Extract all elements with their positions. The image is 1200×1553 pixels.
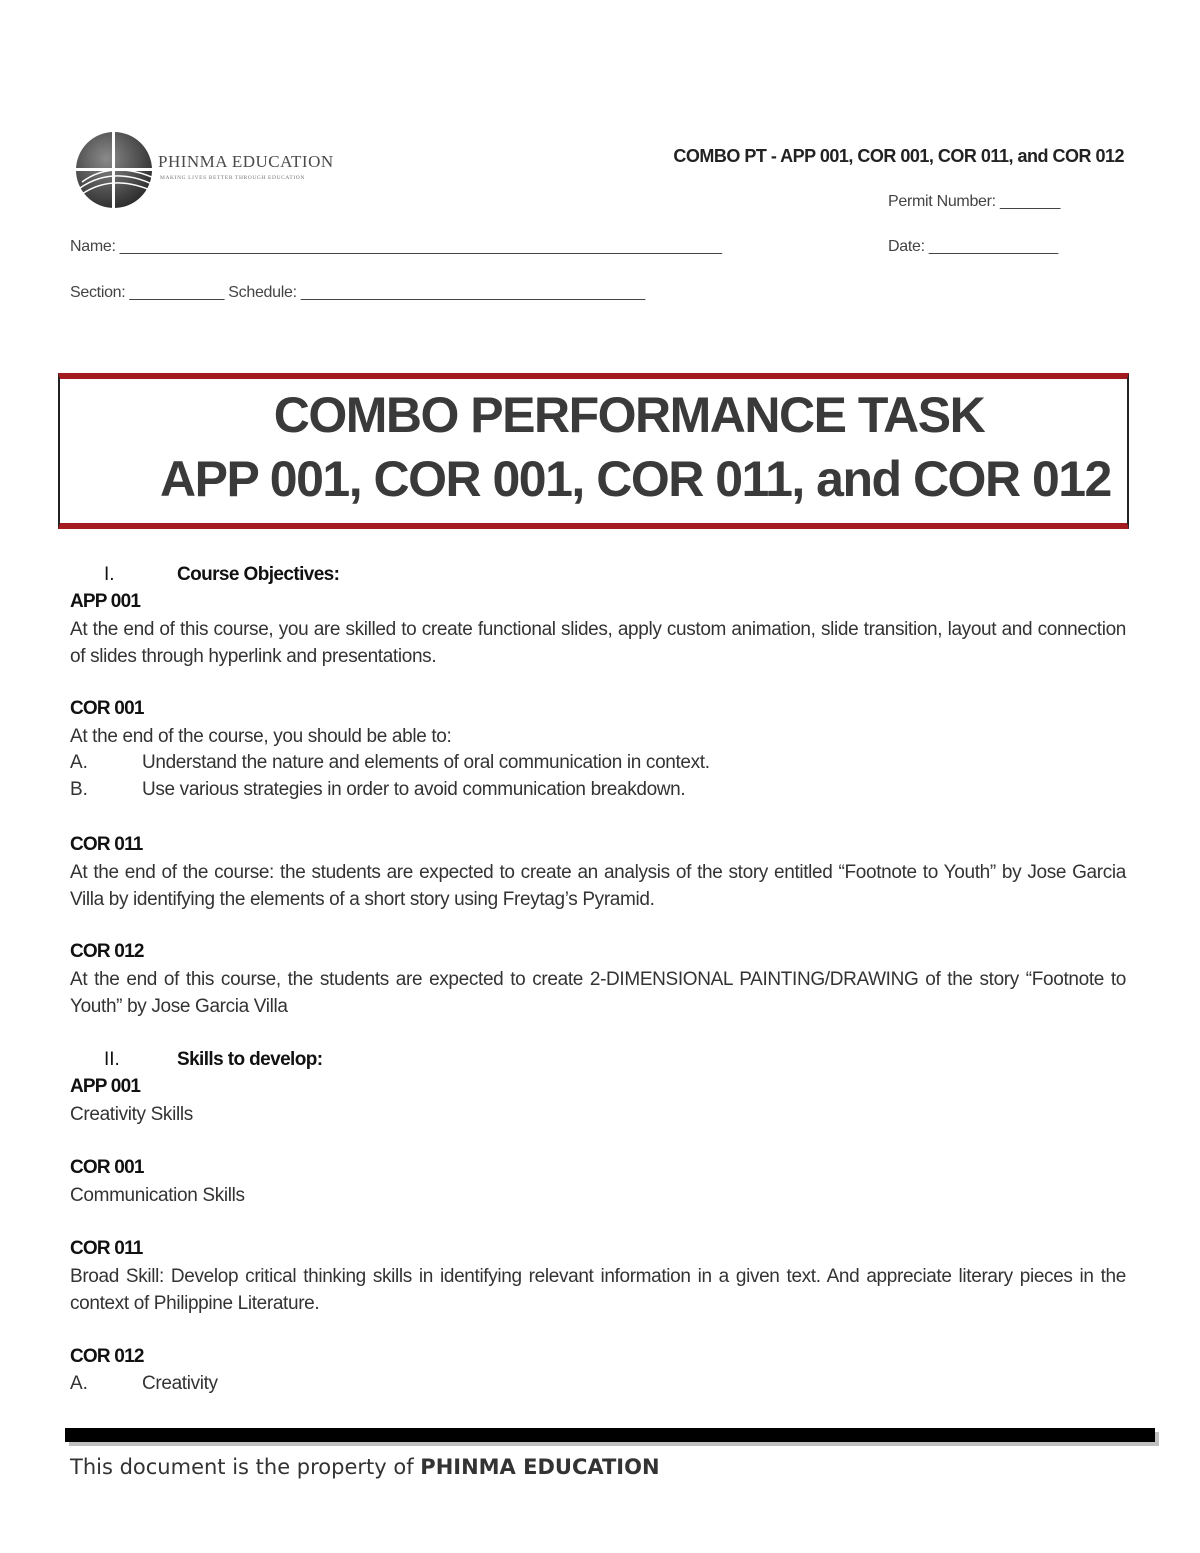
skill-app001-text: Creativity Skills — [70, 1104, 193, 1125]
objective-cor001-item-b-text: Use various strategies in order to avoid communication breakdown. — [142, 779, 686, 800]
objective-cor001-label: COR 001 — [70, 698, 144, 719]
objective-cor001-item-a-text: Understand the nature and elements of oral communication in context. — [142, 752, 710, 773]
name-field[interactable]: Name: ______________________________________________________________________ — [70, 238, 722, 255]
skill-cor011-label: COR 011 — [70, 1238, 143, 1259]
footer-text — [70, 1455, 660, 1479]
phinma-globe-icon — [72, 130, 162, 210]
date-field[interactable]: Date: _______________ — [888, 238, 1058, 255]
section-2-heading: Skills to develop: — [177, 1049, 323, 1070]
section-1-numeral: I. — [104, 564, 115, 585]
skill-cor001-label: COR 001 — [70, 1157, 144, 1178]
objective-cor001-item-b-letter: B. — [70, 779, 88, 800]
title-line-2: APP 001, COR 001, COR 011, and COR 012 — [160, 451, 1111, 507]
objective-cor001-item-a-letter: A. — [70, 752, 88, 773]
objective-cor011-label: COR 011 — [70, 834, 143, 855]
skill-cor012-item-a-letter: A. — [70, 1373, 88, 1394]
objective-app001-label: APP 001 — [70, 591, 141, 612]
objective-cor012-label: COR 012 — [70, 941, 144, 962]
footer-prefix: This document is the property of — [70, 1455, 421, 1479]
objective-cor001-intro: At the end of the course, you should be able to: — [70, 726, 452, 747]
section-schedule-field[interactable]: Section: ___________ Schedule: ________________________________________ — [70, 284, 645, 301]
footer-bar — [65, 1428, 1155, 1442]
objective-cor011-text: At the end of the course: the students are expected to create an analysis of the story entitled “Footnote to Youth” by Jose Garcia Villa by identifying the elements of a short story using Freytag’s Pyramid. — [70, 862, 1126, 910]
objective-app001-text: At the end of this course, you are skilled to create functional slides, apply custom animation, slide transition, layout and connection of slides through hyperlink and presentations. — [70, 619, 1126, 667]
permit-number-field[interactable]: Permit Number: _______ — [888, 193, 1061, 210]
title-line-1: COMBO PERFORMANCE TASK — [273, 387, 985, 443]
skill-cor011-text: Broad Skill: Develop critical thinking skills in identifying relevant information in a given text. And appreciate literary pieces in the context of Philippine Literature. — [70, 1266, 1126, 1314]
section-2-numeral: II. — [104, 1049, 120, 1070]
document-code: COMBO PT - APP 001, COR 001, COR 011, and COR 012 — [673, 146, 1124, 166]
skill-app001-label: APP 001 — [70, 1076, 141, 1097]
objective-cor012-text: At the end of this course, the students are expected to create 2-DIMENSIONAL PAINTING/DRAWING of the story “Footnote to Youth” by Jose Garcia Villa — [70, 969, 1126, 1017]
skill-cor012-item-a-text: Creativity — [142, 1373, 218, 1394]
section-1-heading: Course Objectives: — [177, 564, 340, 585]
logo-name: PHINMA EDUCATION — [158, 152, 334, 171]
footer-owner: PHINMA EDUCATION — [420, 1455, 660, 1479]
logo-tagline: MAKING LIVES BETTER THROUGH EDUCATION — [160, 175, 305, 181]
skill-cor001-text: Communication Skills — [70, 1185, 245, 1206]
skill-cor012-label: COR 012 — [70, 1346, 144, 1367]
